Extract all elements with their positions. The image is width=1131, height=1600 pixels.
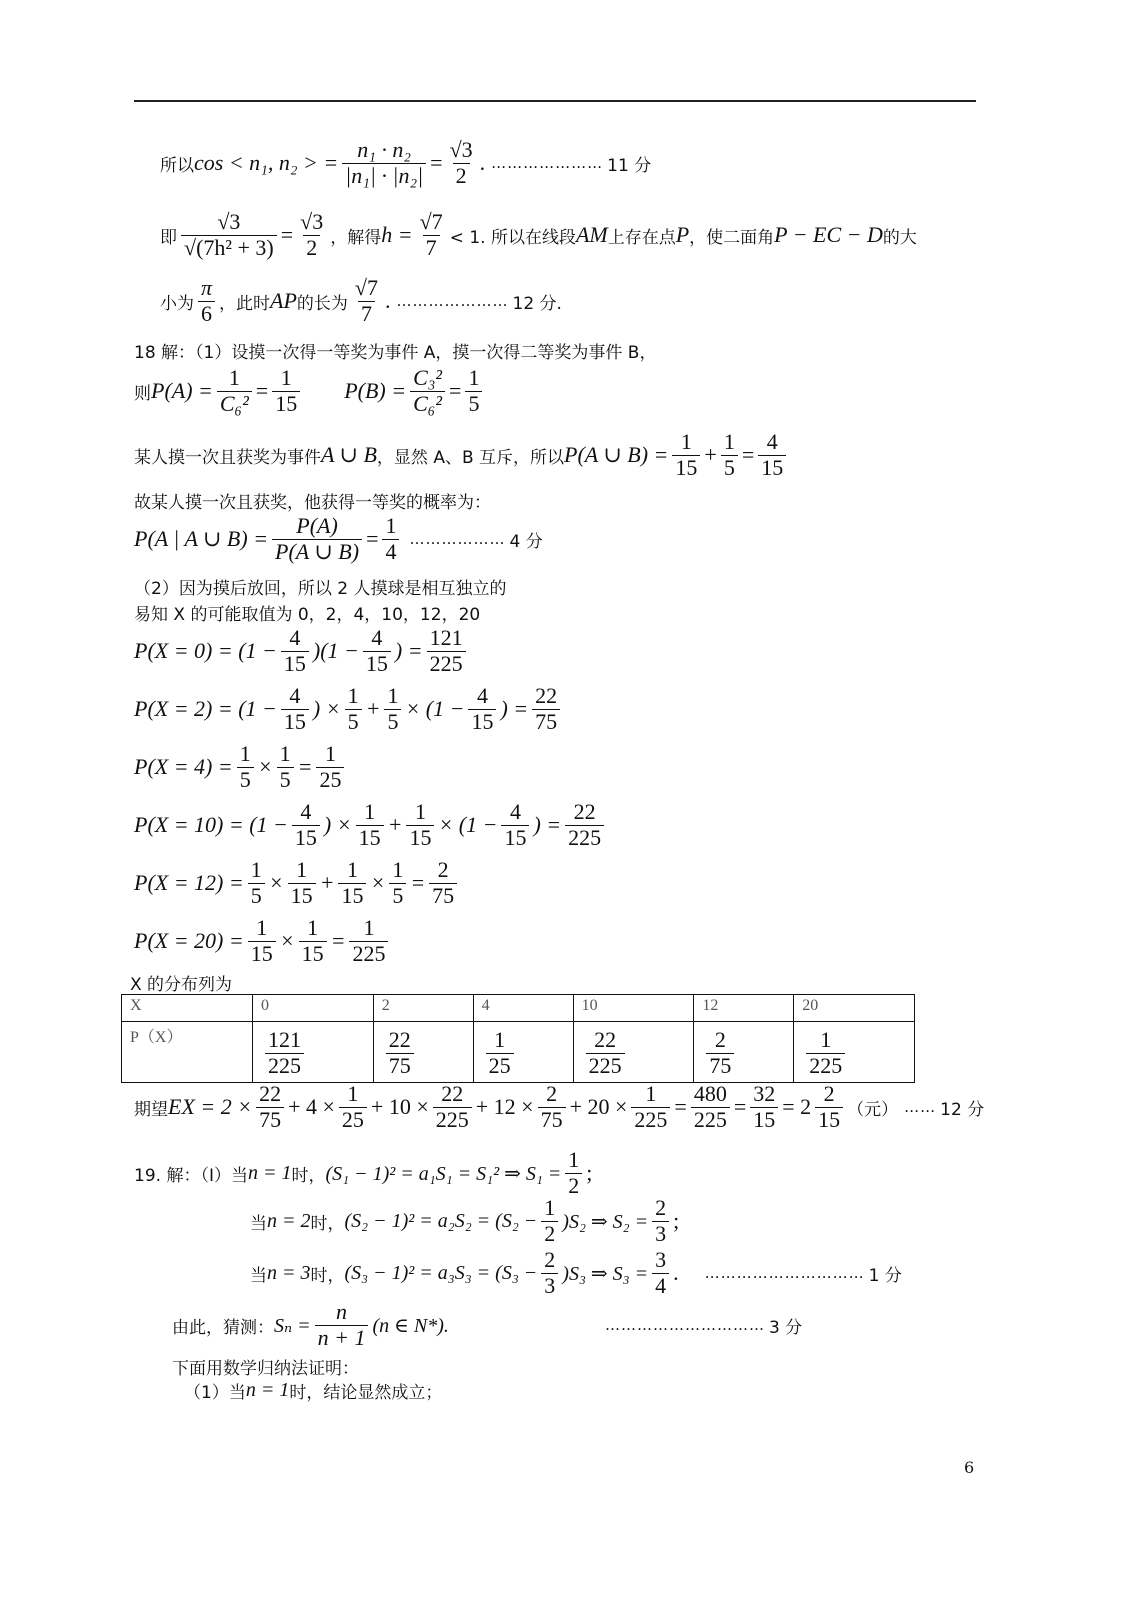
fraction: $\frac{\pi}{6}$: [198, 276, 215, 326]
score-mark: 12 分: [940, 1099, 985, 1120]
text: 时，结论显然成立；: [289, 1383, 443, 1403]
math: =: [430, 150, 443, 176]
fraction: $\frac{1}{2}$: [565, 1148, 582, 1198]
math: + 10 ×: [370, 1094, 429, 1120]
fraction: $\frac{1}{25}$: [316, 742, 344, 792]
math: EX = 2 ×: [168, 1094, 253, 1120]
p19-line3: [250, 1248, 902, 1298]
leader-dots: ……: [904, 1098, 937, 1117]
expectation-line: [134, 1082, 984, 1132]
fraction: $\frac{121}{225}$: [265, 1028, 304, 1078]
text: 的大: [882, 227, 917, 248]
math: ) =: [394, 638, 423, 664]
fraction: $\frac{22}{75}$: [256, 1082, 284, 1132]
fraction: $\frac{√3}{\text{√(7h² + 3)}}$: [181, 210, 277, 260]
math: AM: [575, 222, 608, 248]
fraction: $\frac{1}{15}$: [406, 800, 434, 850]
math: ;: [586, 1160, 593, 1186]
fraction: $\frac{1}{225}$: [349, 916, 388, 966]
problem-18-intro: 18 解：（1）设摸一次得一等奖为事件 A，摸一次得二等奖为事件 B，: [134, 343, 657, 363]
math: n = 1: [247, 1161, 292, 1184]
math: A ∪ B: [321, 442, 377, 468]
math: P: [675, 222, 690, 248]
fraction: $\frac{2}{15}$: [815, 1082, 843, 1132]
text: ，解得: [330, 227, 382, 248]
fraction: $\frac{1}{15}$: [672, 430, 700, 480]
pa-pb-line: [134, 366, 486, 416]
fraction: $\frac{22}{225}$: [433, 1082, 472, 1132]
fraction: $\frac{2}{75}$: [706, 1028, 734, 1078]
text: ，此时: [219, 293, 271, 314]
math: h =: [381, 222, 413, 248]
math: P(B) =: [344, 378, 407, 404]
math: =: [733, 1094, 747, 1120]
fraction: $\frac{4}{15}$: [363, 626, 391, 676]
fraction: $\frac{√7}{7}$: [354, 275, 378, 326]
table-cell: 2: [373, 995, 473, 1022]
math: +: [704, 442, 717, 468]
math: )S₂ ⇒ S₂ =: [562, 1210, 649, 1233]
math: × (1 −: [438, 812, 498, 838]
math: cos < n₁, n₂ > =: [194, 150, 339, 176]
fraction: $\frac{1}{5}$: [389, 858, 406, 908]
fraction: $\frac{22}{75}$: [532, 684, 560, 734]
part2-a: （2）因为摸后放回，所以 2 人摸球是相互独立的: [134, 579, 507, 599]
fraction: $\frac{1}{5}$: [277, 742, 294, 792]
fraction: $\frac{1}{5}$: [345, 684, 362, 734]
fraction: $\frac{4}{15}$: [292, 800, 320, 850]
fraction: $\frac{1}{5}$: [237, 742, 254, 792]
fraction: $\frac{22}{75}$: [386, 1028, 414, 1078]
table-cell: 4: [473, 995, 573, 1022]
cos-line: [160, 138, 651, 188]
fraction: $\frac{2}{75}$: [538, 1082, 566, 1132]
fraction: $\frac{4}{15}$: [281, 684, 309, 734]
text: 当: [250, 1265, 267, 1286]
fraction: $\frac{√3}{2}$: [449, 137, 473, 188]
fraction: $\frac{1}{5}$: [384, 684, 401, 734]
part2-b: 易知 X 的可能取值为 0，2，4，10，12，20: [134, 605, 481, 625]
text: 期望: [134, 1099, 168, 1120]
math: P(X = 2) = (1 −: [134, 696, 277, 722]
fraction: $\frac{3}{4}$: [652, 1248, 669, 1298]
fraction: $\frac{2}{3}$: [541, 1248, 558, 1298]
fraction: $\frac{1}{2}$: [541, 1196, 558, 1246]
text: 所以: [160, 155, 194, 176]
fraction: $\frac{1}{5}$: [248, 858, 265, 908]
table-cell: 12: [694, 995, 794, 1022]
math: P − EC − D: [774, 222, 883, 248]
fraction: $\frac{n}{n + 1}$: [315, 1300, 369, 1350]
fraction: $\frac{4}{15}$: [501, 800, 529, 850]
math: n = 3: [267, 1261, 311, 1284]
math: n = 2: [267, 1209, 311, 1232]
math: .: [385, 288, 391, 314]
fraction: $\frac{1}{5}$: [465, 366, 482, 416]
text: 时，: [291, 1165, 326, 1186]
text: 的长为: [296, 293, 348, 314]
p19-line1: [134, 1148, 592, 1198]
math: (S₃ − 1)² = a₃S₃ = (S₃ −: [344, 1261, 538, 1284]
table-cell: [253, 1022, 374, 1083]
table-cell: [573, 1022, 694, 1083]
math: =: [674, 1094, 687, 1120]
text: 时，: [310, 1213, 345, 1234]
distribution-table: [121, 994, 915, 1083]
leader-dots: …………………: [396, 292, 509, 311]
math: + 20 ×: [569, 1094, 628, 1120]
text: 当: [250, 1213, 267, 1234]
math: .: [673, 1260, 679, 1286]
math: )S₃ ⇒ S₃ =: [562, 1262, 649, 1285]
fraction: $\frac{1}{4}$: [382, 514, 399, 564]
fraction: $\frac{4}{15}$: [468, 684, 496, 734]
text: < 1. 所以在线段: [449, 227, 576, 248]
leader-dots: ………………: [409, 530, 506, 549]
math: P(A | A ∪ B) =: [134, 526, 269, 552]
fraction: $\frac{2}{3}$: [652, 1196, 669, 1246]
fraction: $\frac{2}{75}$: [429, 858, 457, 908]
fraction: $\frac{1}{15}$: [272, 366, 300, 416]
math: P(X = 12) =: [134, 870, 244, 896]
text: 某人摸一次且获奖为事件: [134, 447, 321, 468]
table-cell: [473, 1022, 573, 1083]
math: P(X = 10) = (1 −: [134, 812, 288, 838]
math: + 4 ×: [288, 1094, 335, 1120]
cond-line: [134, 514, 543, 564]
fraction: $\frac{480}{225}$: [691, 1082, 730, 1132]
math: ×: [257, 754, 273, 780]
math: =: [366, 526, 379, 552]
text: 则: [134, 383, 151, 404]
math: (S₂ − 1)² = a₂S₂ = (S₂ −: [344, 1209, 538, 1232]
math: P(A ∪ B) =: [564, 442, 669, 468]
math: Sₙ =: [274, 1314, 311, 1337]
p19-guess: [172, 1300, 802, 1350]
text: 19. 解：（Ⅰ）当: [134, 1165, 248, 1186]
text: 即: [160, 227, 177, 248]
math: ;: [673, 1208, 680, 1234]
math: =: [410, 870, 426, 896]
fraction: $\frac{1}{15}$: [288, 858, 316, 908]
math: = 2: [782, 1094, 812, 1120]
math: × (1 −: [405, 696, 465, 722]
fraction: $\frac{\text{n₁ · n₂}}{\text{|n₁| · |n₂|}}$: [342, 138, 426, 188]
leader-dots: …………………: [491, 154, 604, 173]
math: n = 1: [245, 1379, 290, 1401]
table-cell: [373, 1022, 473, 1083]
fraction: $\frac{4}{15}$: [281, 626, 309, 676]
table-cell: P（X）: [122, 1022, 253, 1083]
p19-line2: [250, 1196, 679, 1246]
fraction: $\frac{1}{15}$: [248, 916, 276, 966]
math: P(A) =: [151, 378, 213, 404]
math: (n ∈ N*).: [372, 1314, 449, 1337]
text: 上存在点: [607, 227, 676, 248]
fraction: $\frac{1}{15}$: [338, 858, 366, 908]
fraction: $\frac{22}{225}$: [565, 800, 604, 850]
math: P(X = 20) =: [134, 928, 244, 954]
fraction: $\frac{\text{C₃²}}{\text{C₆²}}$: [410, 366, 445, 416]
table-row: [122, 1022, 915, 1083]
fraction: $\frac{P(A)}{P(A \cup B)}$: [272, 514, 362, 564]
fraction: $\frac{22}{225}$: [586, 1028, 625, 1078]
fraction: $\frac{1}{15}$: [299, 916, 327, 966]
math: =: [297, 754, 313, 780]
math: ) =: [533, 812, 562, 838]
text: 小为: [160, 293, 194, 314]
fraction: $\frac{1}{225}$: [806, 1028, 845, 1078]
leader-dots: …………………………: [604, 1316, 765, 1335]
px10-line: [134, 800, 608, 850]
fraction: $\frac{32}{15}$: [750, 1082, 778, 1132]
px0-line: [134, 626, 470, 676]
header-rule: [134, 100, 976, 102]
px20-line: [134, 916, 392, 966]
score-mark: 11 分: [607, 155, 652, 176]
px4-line: [134, 742, 348, 792]
score-mark: 4 分: [509, 531, 543, 552]
union-line: [134, 430, 790, 480]
p19-step1: [184, 1378, 442, 1403]
score-mark: 12 分.: [512, 293, 562, 314]
math: AP: [270, 288, 297, 314]
score-mark: 3 分: [768, 1317, 803, 1338]
dist-label: X 的分布列为: [130, 975, 233, 995]
table-cell: 10: [573, 995, 694, 1022]
math: P(X = 4) =: [134, 754, 233, 780]
cond-intro: 故某人摸一次且获奖，他获得一等奖的概率为：: [134, 493, 491, 513]
px12-line: [134, 858, 461, 908]
math: =: [255, 378, 269, 404]
fraction: $\frac{1}{\text{C₆²}}$: [217, 366, 252, 416]
fraction: $\frac{√7}{7}$: [419, 209, 443, 260]
math: =: [280, 222, 294, 248]
text: 时，: [310, 1265, 345, 1286]
math: ×: [370, 870, 386, 896]
table-header-row: [122, 995, 915, 1022]
table-cell: X: [122, 995, 253, 1022]
text: （元）: [847, 1099, 899, 1120]
table-cell: 20: [794, 995, 915, 1022]
table-cell: [694, 1022, 794, 1083]
angle-line: [160, 276, 562, 326]
math: + 12 ×: [475, 1094, 534, 1120]
fraction: $\frac{1}{225}$: [631, 1082, 670, 1132]
fraction: $\frac{1}{5}$: [721, 430, 738, 480]
math: ) ×: [312, 696, 341, 722]
math: ) ×: [323, 812, 352, 838]
math: ×: [279, 928, 295, 954]
math: ×: [268, 870, 284, 896]
math: .: [479, 150, 486, 176]
math: =: [741, 442, 755, 468]
fraction: $\frac{4}{15}$: [758, 430, 786, 480]
math: )(1 −: [312, 638, 359, 664]
text: 由此，猜测：: [172, 1317, 274, 1338]
table-cell: 0: [253, 995, 374, 1022]
math: P(X = 0) = (1 −: [134, 638, 277, 664]
text: ，使二面角: [689, 227, 775, 248]
text: ，显然 A、B 互斥，所以: [376, 447, 565, 468]
fraction: $\frac{1}{25}$: [486, 1028, 514, 1078]
leader-dots: …………………………: [704, 1264, 865, 1283]
fraction: $\frac{121}{225}$: [427, 626, 466, 676]
math: ) =: [500, 696, 529, 722]
fraction: $\frac{1}{15}$: [356, 800, 384, 850]
text: （1）当: [184, 1383, 246, 1403]
px2-line: [134, 684, 564, 734]
solve-h-line: [160, 210, 917, 260]
math: +: [319, 870, 335, 896]
math: (S₁ − 1)² = a₁S₁ = S₁² ⇒ S₁ =: [325, 1162, 562, 1185]
p19-induction: 下面用数学归纳法证明：: [172, 1359, 359, 1379]
math: =: [330, 928, 346, 954]
fraction: $\frac{1}{25}$: [339, 1082, 367, 1132]
math: =: [449, 378, 462, 404]
page-number: 6: [964, 1458, 975, 1477]
math: +: [365, 696, 381, 722]
math: +: [387, 812, 403, 838]
score-mark: 1 分: [868, 1265, 902, 1286]
table-cell: [794, 1022, 915, 1083]
fraction: $\frac{√3}{2}$: [300, 209, 324, 260]
